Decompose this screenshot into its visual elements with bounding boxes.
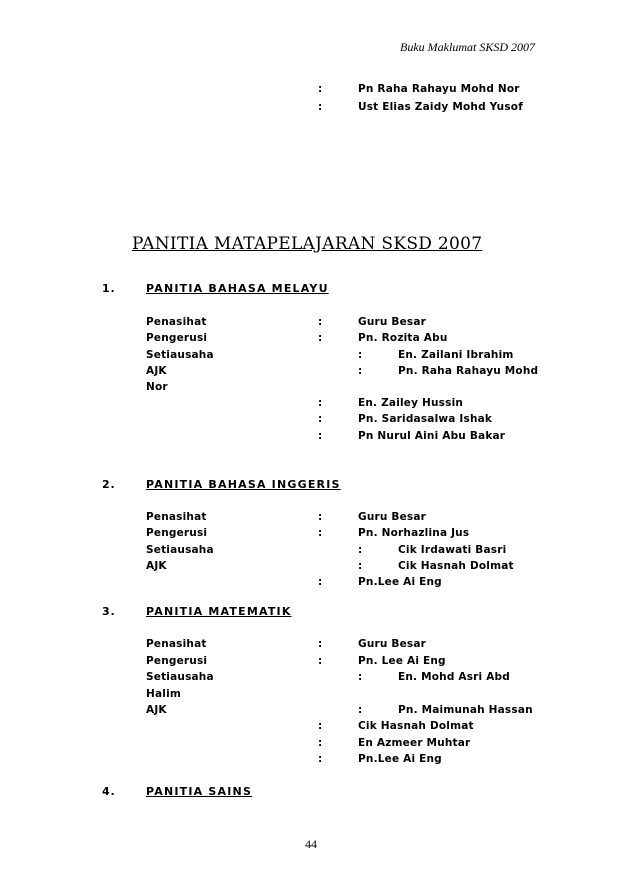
role-label: Setiausaha <box>146 349 214 361</box>
colon: : <box>318 527 323 539</box>
member-name: Pn. Lee Ai Eng <box>358 655 446 667</box>
role-label: Setiausaha <box>146 671 214 683</box>
colon: : <box>318 737 323 749</box>
section-title: PANITIA MATEMATIK <box>146 605 292 618</box>
section-number: 2. <box>102 478 116 491</box>
role-label: Setiausaha <box>146 544 214 556</box>
colon: : <box>318 316 323 328</box>
member-name: Pn Nurul Aini Abu Bakar <box>358 430 506 442</box>
member-name: Cik Irdawati Basri <box>398 544 507 556</box>
role-label: Pengerusi <box>146 655 208 667</box>
role-label: Pengerusi <box>146 332 208 344</box>
section-number: 1. <box>102 282 116 295</box>
member-name: Cik Hasnah Dolmat <box>398 560 514 572</box>
role-label: Penasihat <box>146 638 207 650</box>
colon: : <box>318 332 323 344</box>
colon: : <box>318 576 323 588</box>
name-continuation: Nor <box>146 381 168 393</box>
member-name: En. Zailey Hussin <box>358 397 464 409</box>
colon: : <box>358 544 363 556</box>
member-name: Pn. Maimunah Hassan <box>398 704 533 716</box>
member-name: En Azmeer Muhtar <box>358 737 471 749</box>
colon: : <box>358 704 363 716</box>
section-number: 4. <box>102 785 116 798</box>
role-label: Pengerusi <box>146 527 208 539</box>
section-title: PANITIA SAINS <box>146 785 253 798</box>
member-name: Guru Besar <box>358 316 427 328</box>
role-label: Penasihat <box>146 511 207 523</box>
colon: : <box>358 349 363 361</box>
colon: : <box>318 720 323 732</box>
member-name: Pn Raha Rahayu Mohd Nor <box>358 83 520 95</box>
colon: : <box>318 101 323 113</box>
colon: : <box>318 638 323 650</box>
colon: : <box>358 365 363 377</box>
member-name: Pn. Raha Rahayu Mohd <box>398 365 539 377</box>
member-name: En. Mohd Asri Abd <box>398 671 510 683</box>
role-label: Penasihat <box>146 316 207 328</box>
colon: : <box>318 397 323 409</box>
member-name: Pn.Lee Ai Eng <box>358 753 442 765</box>
running-header: Buku Maklumat SKSD 2007 <box>400 40 535 54</box>
section-title: PANITIA BAHASA INGGERIS <box>146 478 341 491</box>
section-number: 3. <box>102 605 116 618</box>
role-label: AJK <box>146 365 167 377</box>
member-name: Ust Elias Zaidy Mohd Yusof <box>358 101 523 113</box>
role-label: AJK <box>146 704 167 716</box>
section-title: PANITIA BAHASA MELAYU <box>146 282 329 295</box>
colon: : <box>318 413 323 425</box>
colon: : <box>318 511 323 523</box>
member-name: Pn. Saridasalwa Ishak <box>358 413 493 425</box>
colon: : <box>358 671 363 683</box>
member-name: Pn.Lee Ai Eng <box>358 576 442 588</box>
member-name: Pn. Norhazlina Jus <box>358 527 470 539</box>
colon: : <box>318 83 323 95</box>
member-name: Guru Besar <box>358 638 427 650</box>
page-title: PANITIA MATAPELAJARAN SKSD 2007 <box>132 234 483 254</box>
colon: : <box>318 753 323 765</box>
page-number: 44 <box>305 837 317 851</box>
role-label: AJK <box>146 560 167 572</box>
colon: : <box>318 430 323 442</box>
colon: : <box>358 560 363 572</box>
member-name: Pn. Rozita Abu <box>358 332 448 344</box>
colon: : <box>318 655 323 667</box>
name-continuation: Halim <box>146 688 182 700</box>
member-name: Cik Hasnah Dolmat <box>358 720 474 732</box>
member-name: Guru Besar <box>358 511 427 523</box>
member-name: En. Zailani Ibrahim <box>398 349 514 361</box>
